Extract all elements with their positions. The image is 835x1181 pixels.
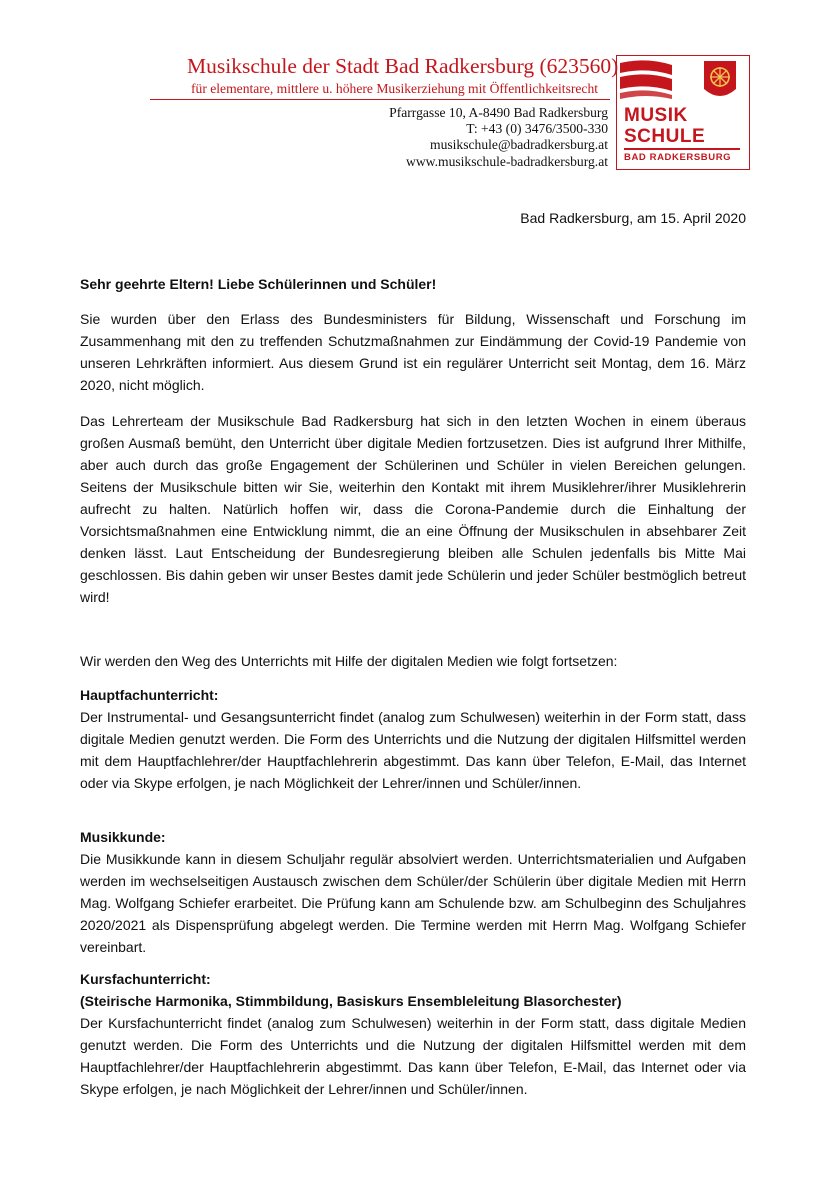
letterhead — [0, 0, 835, 180]
school-logo — [616, 55, 752, 171]
address-street: Pfarrgasse 10, A-8490 Bad Radkersburg — [389, 105, 608, 120]
paragraph-teacher-team: Das Lehrerteam der Musikschule Bad Radkersburg hat sich in den letzten Wochen in einem überaus großen Ausmaß bemüht, den Unterricht über digitale Medien fortzusetzen. Dies ist aufgrund Ihrer Mithilfe, aber auch durch das große Engagement der Schülerinen und Schüler in vielen Bereichen gelungen. Seitens der Musikschule bitten wir Sie, weiterhin den Kontakt mit ihrem Musiklehrer/ihrer Musiklehrerin aufrecht zu halten. Natürlich hoffen wir, dass die Corona-Pandemie durch die Einhaltung der Vorsichtsmaßnahmen eine Entwicklung nimmt, die an eine Öffnung der Musikschulen in absehbarer Zeit denken lässt. Laut Entscheidung der Bundesregierung bleiben alle Schulen jedenfalls bis Mitte Mai geschlossen. Bis dahin geben wir unser Bestes damit jede Schülerin und jeder Schüler bestmöglich betreut wird! — [80, 413, 746, 605]
heading-hauptfach: Hauptfachunterricht: — [80, 687, 219, 703]
school-name: Musikschule der Stadt Bad Radkersburg (623560) — [187, 54, 619, 78]
logo-divider — [624, 148, 740, 150]
letterhead-divider — [150, 99, 610, 100]
logo-text-location: BAD RADKERSBURG — [624, 152, 732, 163]
logo-text-musik: MUSIK — [624, 105, 688, 126]
paragraph-continuation: Wir werden den Weg des Unterrichts mit Hilfe der digitalen Medien wie folgt fortsetzen: — [80, 653, 618, 669]
address-website[interactable]: www.musikschule-badradkersburg.at — [406, 153, 608, 169]
paragraph-intro: Sie wurden über den Erlass des Bundesministers für Bildung, Wissenschaft und Forschung im Zusammenhang mit den zu treffenden Schutzmaßnahmen zur Eindämmung der Covid-19 Pandemie von unseren Lehrkräften informiert. Aus diesem Grund ist ein regulärer Unterricht seit Montag, dem 16. März 2020, nicht möglich. — [80, 311, 746, 393]
section-kursfach-text: Der Kursfachunterricht findet (analog zum Schulwesen) weiterhin in der Form statt, dass digitale Medien genutzt werden. Die Form des Unterrichts und die Nutzung der digitalen Hilfsmittel werden mit dem Hauptfachlehrer/der Hauptfachlehrerin abgestimmt. Das kann über Telefon, E-Mail, das Internet oder via Skype erfolgen, je nach Möglichkeit der Lehrer/innen und Schüler/innen. — [80, 1015, 746, 1097]
section-musikkunde-text: Die Musikkunde kann in diesem Schuljahr regulär absolviert werden. Unterrichtsmaterialien und Aufgaben werden im wechselseitigen Austausch zwischen dem Schüler/der Schülerin über digitale Medien mit Herrn Mag. Wolfgang Schiefer erarbeitet. Die Prüfung kann am Schulende bzw. am Schulbeginn des Schuljahres 2020/2021 als Dispensprüfung abgelegt werden. Die Termine werden mit Herrn Mag. Wolfgang Schiefer vereinbart. — [80, 851, 746, 955]
section-hauptfach-text: Der Instrumental- und Gesangsunterricht findet (analog zum Schulwesen) weiterhin in der Form statt, dass digitale Medien genutzt werden. Die Form des Unterrichts und die Nutzung der digitalen Hilfsmittel werden mit dem Hauptfachlehrer/der Hauptfachlehrerin abgestimmt. Das kann über Telefon, E-Mail, das Internet oder via Skype erfolgen, je nach Möglichkeit der Lehrer/innen und Schüler/innen. — [80, 709, 746, 791]
address-email[interactable]: musikschule@badradkersburg.at — [430, 137, 608, 153]
letter-date: Bad Radkersburg, am 15. April 2020 — [520, 210, 746, 226]
heading-kursfach: Kursfachunterricht: — [80, 971, 211, 987]
greeting: Sehr geehrte Eltern! Liebe Schülerinnen und Schüler! — [80, 276, 437, 292]
address-block — [389, 105, 608, 170]
heading-musikkunde: Musikkunde: — [80, 829, 166, 845]
subheading-kursfach: (Steirische Harmonika, Stimmbildung, Basiskurs Ensembleleitung Blasorchester) — [80, 993, 622, 1009]
logo-text-schule: SCHULE — [624, 126, 706, 147]
school-subtitle: für elementare, mittlere u. höhere Musikerziehung mit Öffentlichkeitsrecht — [191, 81, 599, 96]
address-phone: T: +43 (0) 3476/3500-330 — [466, 121, 608, 137]
